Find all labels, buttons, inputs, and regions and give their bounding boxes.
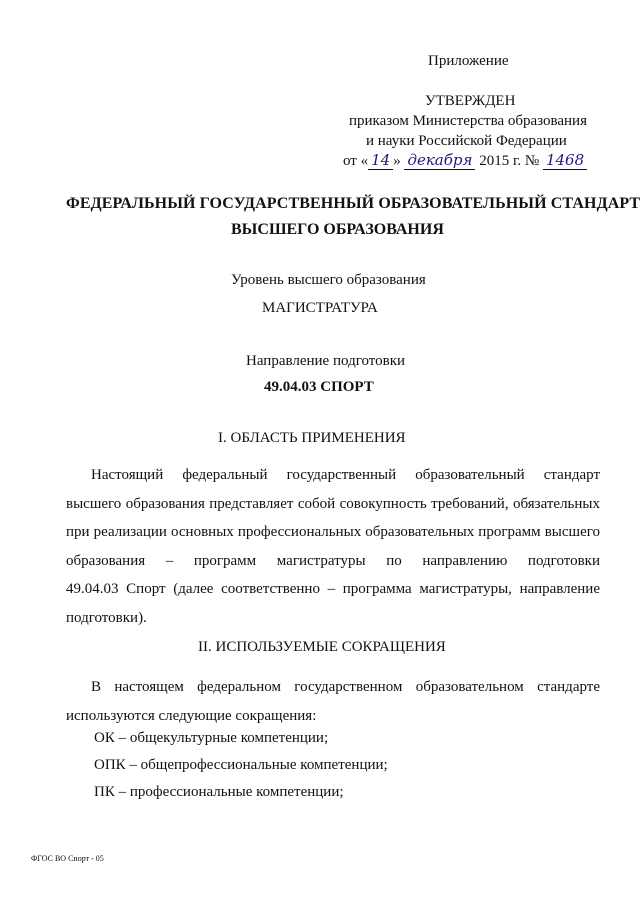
date-year: 2015 г. №	[479, 153, 540, 169]
education-level-label: Уровень высшего образования	[231, 272, 426, 288]
paragraph-line: используются следующие сокращения:	[66, 707, 317, 724]
section-1-paragraph	[66, 461, 600, 632]
abbreviation-item: ОПК – общепрофессиональные компетенции;	[94, 757, 388, 773]
standard-title-line-1: ФЕДЕРАЛЬНЫЙ ГОСУДАРСТВЕННЫЙ ОБРАЗОВАТЕЛЬНЫЙ СТАНДАРТ	[66, 195, 640, 212]
paragraph-line: Настоящий федеральный государственный образовательный стандарт	[91, 467, 600, 483]
paragraph-line: 49.04.03 Спорт (далее соответственно – программа магистратуры, направление	[66, 581, 600, 597]
education-level-value: МАГИСТРАТУРА	[262, 300, 378, 316]
page-footer: ФГОС ВО Спорт - 05	[31, 854, 104, 863]
section-2-heading: II. ИСПОЛЬЗУЕМЫЕ СОКРАЩЕНИЯ	[198, 639, 446, 655]
direction-label: Направление подготовки	[246, 353, 406, 369]
order-line-1: приказом Министерства образования	[349, 113, 587, 129]
abbreviation-item: ОК – общекультурные компетенции;	[94, 730, 329, 746]
handwritten-month: декабря	[404, 151, 475, 170]
standard-title-line-2: ВЫСШЕГО ОБРАЗОВАНИЯ	[231, 221, 444, 238]
paragraph-line: при реализации основных профессиональных образовательных программ высшего	[66, 524, 600, 540]
paragraph-line: подготовки).	[66, 609, 147, 626]
paragraph-line: высшего образования представляет собой совокупность требований, обязательных	[66, 495, 600, 512]
date-prefix: от «	[343, 153, 369, 169]
section-1-heading: I. ОБЛАСТЬ ПРИМЕНЕНИЯ	[218, 430, 406, 446]
section-2-paragraph	[66, 673, 600, 730]
approved-label: УТВЕРЖДЕН	[425, 93, 516, 109]
abbreviation-item: ПК – профессиональные компетенции;	[94, 784, 344, 800]
order-line-2: и науки Российской Федерации	[366, 133, 567, 149]
paragraph-line: В настоящем федеральном государственном образовательном стандарте	[91, 679, 600, 695]
direction-value: 49.04.03 СПОРТ	[264, 379, 374, 395]
date-mid: »	[393, 153, 401, 169]
handwritten-number: 1468	[543, 151, 587, 170]
appendix-label: Приложение	[428, 53, 509, 69]
paragraph-line: образования – программ магистратуры по направлению подготовки	[66, 552, 600, 569]
order-date-line	[343, 151, 587, 170]
handwritten-day: 14	[368, 151, 393, 170]
